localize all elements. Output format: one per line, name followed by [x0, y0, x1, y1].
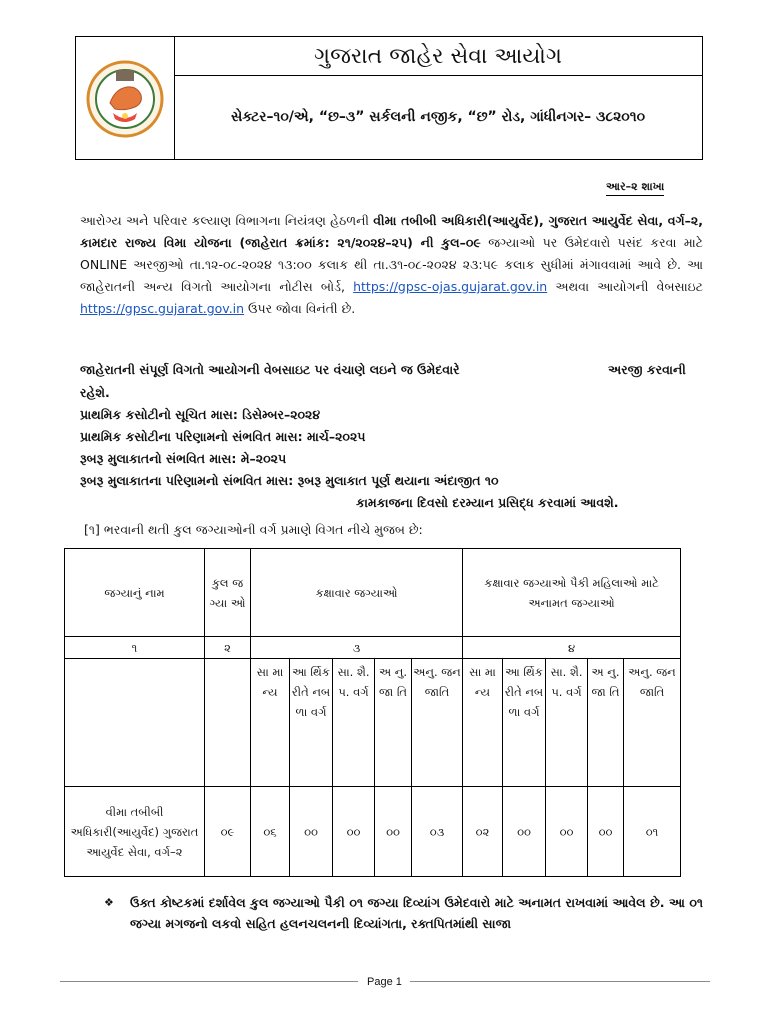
- interview-month: રૂબરૂ મુલાકાતનો સંભવિત માસ: મે–૨૦૨૫: [80, 451, 287, 466]
- header-box: [75, 36, 703, 160]
- value-cell: ૦૦: [546, 787, 588, 877]
- table-header-row: [65, 549, 681, 637]
- intro-post-name: વીમા તબીબી અધિકારી(આયુર્વેદ), ગુજરાત આયુર્વેદ સેવા, વર્ગ–૨, કામદાર રાજ્ય વિમા યોજના (જાહેરાત ક્રમાંક: ૨૧/૨૦૨૪–૨૫) ની કુલ–૦૯: [80, 213, 704, 250]
- table-row: [65, 787, 681, 877]
- col-post-name-header: જગ્યાનું નામ: [65, 549, 205, 637]
- num-cell: ૧: [65, 637, 205, 659]
- interview-result-note: કામકાજના દિવસો દરમ્યાન પ્રસિદ્ધ કરવામાં આવશે.: [356, 495, 619, 510]
- vacancy-table: [64, 548, 681, 877]
- table-number-row: [65, 637, 681, 659]
- num-cell: ૨: [205, 637, 251, 659]
- logo-cell: [76, 37, 175, 159]
- section-heading: [૧] ભરવાની થતી કુલ જગ્યાઓની વર્ગ પ્રમાણે વિગત નીચે મુજબ છે:: [84, 522, 423, 537]
- value-cell: ૦૬: [251, 787, 290, 877]
- exam-month: પ્રાથમિક કસોટીનો સૂચિત માસ: ડિસેમ્બર–૨૦૨૪: [80, 407, 321, 422]
- notice-line-2: રહેશે.: [80, 385, 110, 400]
- org-title: ગુજરાત જાહેર સેવા આયોગ: [174, 37, 702, 76]
- total-cell: ૦૯: [205, 787, 251, 877]
- post-name-cell: વીમા તબીબી અધિકારી(આયુર્વેદ) ગુજરાત આયુર્વેદ સેવા, વર્ગ–૨: [65, 787, 205, 877]
- branch-label: આર–૨ શાખા: [606, 180, 664, 196]
- notice-line-1: જાહેરાતની સંપૂર્ણ વિગતો આયોગની વેબસાઇટ પર વંચાણે લઇને જ ઉમેદવારે: [80, 362, 460, 377]
- gpsc-website-link[interactable]: https://gpsc.gujarat.gov.in: [80, 301, 245, 316]
- value-cell: ૦૧: [624, 787, 681, 877]
- col-total-header: કુલ જ ગ્યા ઓ: [205, 549, 251, 637]
- page-number: Page 1: [367, 976, 402, 988]
- sub-header-ews: આ ર્થિક રીતે નબ ળા વર્ગ: [290, 659, 333, 787]
- value-cell: ૦૦: [588, 787, 624, 877]
- ojas-link[interactable]: https://gpsc-ojas.gujarat.gov.in: [353, 279, 548, 294]
- sub-header-sebc: સા. શૈ. પ. વર્ગ: [546, 659, 588, 787]
- interview-result-month: રૂબરૂ મુલાકાતના પરિણામનો સંભવિત માસ: રૂબરૂ મુલાકાત પૂર્ણ થયાના અંદાજીત ૧૦: [80, 473, 499, 488]
- intro-text-2: જગ્યાઓ પર ઉમેદવારો પસંદ કરવા માટે ONLINE અરજીઓ તા.૧૨-૦૮-૨૦૨૪ ૧૩:૦૦ કલાક થી તા.૩૧-૦૮-૨૦૨૪ ૨૩:૫૯ કલાક સુધીમાં મંગાવવામાં આવે છે. આ જાહેરાતની અન્ય વિગતો આયોગના નોટીસ બોર્ડ,: [80, 235, 703, 294]
- sub-header-sc: અ નુ. જા તિ: [375, 659, 412, 787]
- footer-divider-right: [410, 981, 710, 982]
- sub-header-general: સા મા ન્ય: [251, 659, 290, 787]
- bullet-marker-icon: ❖: [104, 896, 114, 909]
- sub-header-general: સા મા ન્ય: [463, 659, 503, 787]
- intro-text-1: આરોગ્ય અને પરિવાર કલ્યાણ વિભાગના નિયંત્રણ હેઠળની: [80, 213, 374, 228]
- value-cell: ૦૦: [375, 787, 412, 877]
- num-cell: ૪: [463, 637, 681, 659]
- value-cell: ૦૦: [290, 787, 333, 877]
- org-address: સેક્ટર–૧૦/એ, “છ–૩” સર્કલની નજીક, “છ” રોડ, ગાંધીનગર– ૩૮૨૦૧૦: [230, 109, 646, 125]
- sub-header-sebc: સા. શૈ. પ. વર્ગ: [333, 659, 375, 787]
- table-subheader-row: [65, 659, 681, 787]
- intro-text-4: ઉપર જોવા વિનંતી છે.: [244, 301, 356, 316]
- group-women-header: કક્ષાવાર જગ્યાઓ પૈકી મહિલાઓ માટે અનામત જગ્યાઓ: [463, 549, 681, 637]
- value-cell: ૦૩: [412, 787, 463, 877]
- intro-text-3: અથવા આયોગની વેબસાઇટ: [547, 279, 703, 294]
- sub-header-st: અનુ. જન જાતિ: [624, 659, 681, 787]
- notice-line-1b: અરજી કરવાની: [608, 362, 686, 377]
- footer-divider-left: [60, 981, 358, 982]
- gpsc-emblem-icon: [85, 59, 165, 139]
- value-cell: ૦૦: [333, 787, 375, 877]
- num-cell: ૩: [251, 637, 463, 659]
- empty-cell: [205, 659, 251, 787]
- intro-paragraph: [80, 210, 703, 320]
- bullet-text: ઉક્ત કોષ્ટકમાં દર્શાવેલ કુલ જગ્યાઓ પૈકી ૦૧ જગ્યા દિવ્યાંગ ઉમેદવારો માટે અનામત રાખવામાં આવેલ છે. આ ૦૧ જગ્યા મગજનો લકવો સહિત હલનચલનની દિવ્યાંગતા, રક્તપિતમાંથી સાજા: [130, 895, 703, 931]
- empty-cell: [65, 659, 205, 787]
- value-cell: ૦૦: [503, 787, 546, 877]
- sub-header-st: અનુ. જન જાતિ: [412, 659, 463, 787]
- exam-result-month: પ્રાથમિક કસોટીના પરિણામનો સંભવિત માસ: માર્ચ–૨૦૨૫: [80, 429, 366, 444]
- sub-header-sc: અ નુ. જા તિ: [588, 659, 624, 787]
- group-category-header: કક્ષાવાર જગ્યાઓ: [251, 549, 463, 637]
- value-cell: ૦૨: [463, 787, 503, 877]
- sub-header-ews: આ ર્થિક રીતે નબ ળા વર્ગ: [503, 659, 546, 787]
